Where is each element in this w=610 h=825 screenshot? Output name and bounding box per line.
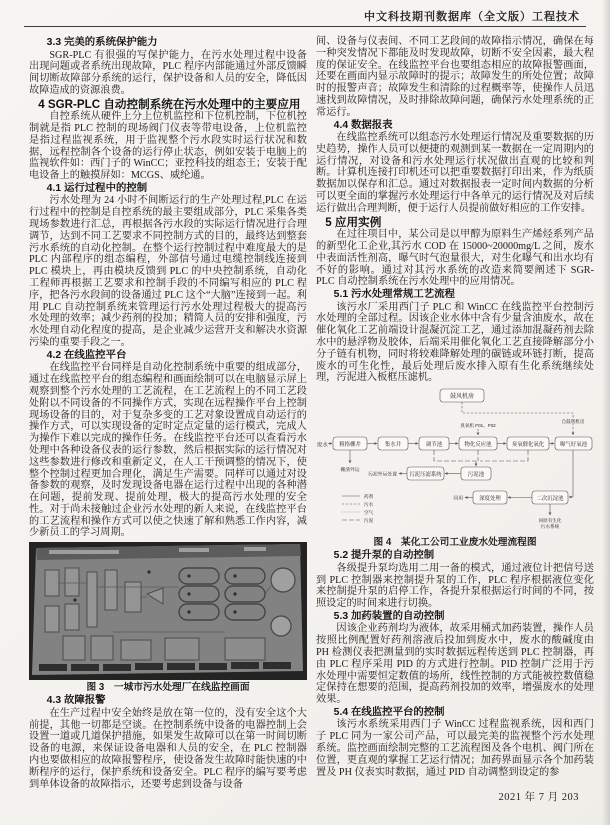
heading-4: 4 SGR-PLC 自动控制系统在污水处理中的主要应用: [38, 97, 301, 111]
from-blower-label: 自鼓风机房: [561, 419, 585, 425]
node-advanced-treatment-label: 深度处理: [479, 496, 501, 503]
figure4-caption: 图 4 某化工公司工业废水处理流程图: [373, 537, 537, 549]
heading-4-4: 4.4 数据报表: [333, 119, 393, 131]
flow-legend: [342, 493, 374, 524]
paragraph-5-3: 因该企业药剂均为液体，故采用桶式加药装置，操作人员按照比例配置好药剂溶液后投加到废水中，废水的酸碱度由 PH 检测仪表把测量到的实时数据远程传送到 PLC 控制器，再由 PLC 程序采用 PID 的方式进行控制。PID 控制广泛用于污水处理中需要恒定数值的场所，线性控制的方式能被控数值稳定保持在想要的范围，提高药剂投加的效率，增强废水的处理效果。: [316, 623, 594, 706]
screenings-out-label: 栅渣外运: [340, 468, 360, 474]
right-column: [316, 36, 594, 778]
heading-3-3: 3.3 完美的系统保护能力: [46, 37, 158, 48]
paragraph-4: 自控系统从硬件上分上位机监控和下位机控制，下位机控制就是指 PLC 控制的现场阀门仪表等带电设备，上位机监控是指过程监视系统，用于监视整个污水段实时运行状况和数据，远程控制各个设备的运行停止状态，例如安装于电脑上的监视软件如：西门子的 WinCC；亚控科技的组态王；安装于配电设备上的触摸屏如：MCGS、威纶通。: [29, 111, 307, 182]
return-label-line2: 污水系统: [540, 524, 560, 530]
node-coarse-screen-label: 粗格栅井: [339, 442, 361, 449]
reuse-label: 回用: [453, 496, 463, 502]
node-sludge-tank-label: 污泥池: [467, 472, 485, 479]
legend-chemicals: 药剂: [364, 494, 374, 500]
scada-screen-photo: [29, 542, 307, 680]
paragraph-4-3-continued: 间、设备与仪表间、不同工艺段间的故障指示情况，确保在每一种突发情况下都能及时发现故障，切断不安全因素，最大程度的保证安全。在线监控平台也要组态相应的故障报警画面，还要在画面内显示故障时的提示；故障发生的所处位置；故障时的报警声音；故障发生和清除的过程概率等，使操作人员迅速找到故障情况，及时排除故障问题，确保污水处理系统的正常运行。: [316, 36, 594, 118]
heading-5-3: 5.3 加药装置的自动控制: [333, 610, 445, 622]
heading-4-1: 4.1 运行过程中的控制: [46, 182, 148, 194]
node-catalytic-oxidation-label: 臭氧催化氧化: [511, 442, 545, 449]
legend-wastewater: 污水: [364, 502, 374, 508]
heading-4-3: 4.3 故障报警: [46, 695, 106, 707]
heading-5-4: 5.4 在线监控平台的控制: [333, 706, 445, 718]
influent-label: 废水: [317, 442, 328, 449]
paragraph-4-3: 在生产过程中安全始终是放在第一位的，没有安全这个大前提，其他一切都是空谈。在控制系统中设备的电器控制上会设置一道或几道保护措施，如果发生故障可以在第一时间切断设备的电源，来保证设备电器和人员的安全，在 PLC 控制器内也要做相应的故障报警程序，使设备发生故障时能快速的中断程序的运行，保护系统和设备安全。PLC 程序的编写要考虑到单体设备的故障指示，还要考虑到设备与设备: [29, 707, 307, 790]
journal-header: 中文科技期刊数据库（全文版）工程技术: [364, 11, 580, 23]
heading-4-2: 4.2 在线监控平台: [46, 349, 127, 361]
ozone-machine-label: 臭氧机 F01、F02: [460, 423, 496, 429]
figure4-flowchart: [316, 387, 594, 535]
paragraph-5: 在过往项目中，某公司是以甲醇为原料生产烯烃系列产品的新型化工企业,其污水 COD 在 15000~20000mg/L 之间，废水中表面活性剂高，曝气时气泡量很大，对生化曝气和出水均有不好的影响。通过对其污水系统的改造来简要阐述下 SGR-PLC 自动控制系统在污水处理中的应用情况。: [316, 229, 594, 288]
node-sump-well-label: 集水井: [384, 442, 402, 449]
node-blower-room-label: 鼓风机房: [449, 394, 475, 401]
wastewater-flow-diagram: [316, 387, 594, 535]
node-secondary-clarifier-label: 二次沉淀池: [536, 496, 564, 503]
figure3-caption: 图 3 一城市污水处理厂在线监控画面: [86, 682, 250, 694]
legend-sludge: 污泥: [364, 518, 374, 524]
heading-5-2: 5.2 提升泵的自动控制: [333, 550, 435, 562]
page-footer: 2021 年 7 月 203: [498, 792, 579, 803]
paragraph-3-3: SGR-PLC 有很强的写保护能力，在污水处理过程中设备出现问题或者系统出现故障，PLC 程序内部能通过外部反馈瞬间切断故障部分系统的运行，保护设备和人员的安全，降低因故障造成的资源浪费。: [29, 49, 307, 96]
figure3-photo: [29, 542, 307, 680]
paragraph-5-1: 该污水厂采用西门子 PLC 和 WinCC 在线监控平台控制污水处理的全部过程。因该企业水体中含有少量含油废水，故在催化氧化工艺前端设计混凝沉淀工艺，通过添加混凝药剂去除水中的悬浮物及胶体，后端采用催化氧化工艺直接降解部分小分子链有机物，同时将较难降解处理的碳链或环链打断，提高废水的可生化性，最后处理后废水排入原有生化系统继续处理，污泥进入板框压滤机。: [316, 301, 594, 384]
return-label-line1: 回原有生化: [538, 518, 562, 524]
header-rule: [24, 26, 586, 27]
legend-air: 空气: [364, 510, 374, 516]
sludge-disposal-label: 污泥外运处置: [368, 472, 397, 478]
paragraph-4-2: 在线监控平台同样是自动化控制系统中重要的组成部分，通过在线监控平台的组态编程和画面绘制可以在电脑显示屏上观察到整个污水处理的工艺流程，在工艺流程上的不同工艺段处附以不同设备的不同操作方式，实现在远程操作平台上控制现场设备的目的，对于复杂多变的工艺对象设置成自动运行的操作方式，可以实现设备的定时定点定量的运行模式，完成人为操作下难以完成的操作任务。在线监控平台还可以查看污水处理中各种设备仪表的运行参数，然后根据实际的运行情况对这些参数进行修改和重新定义，在人工干预调整的情况下，使整个控制过程更加合理化，满足生产需要。同样可以通过对设备参数的观察，及时发现设备电器在运行过程中出现的各种潜在问题，提前发现、提前处理，极大的提高污水处理的安全性。对于尚未接触过企业污水处理的新人来说，在线监控平台的工艺流程和操作方式可以使之快速了解和熟悉工作内容，减少新员工的学习周期。: [29, 362, 307, 539]
paragraph-4-1: 污水处理为 24 小时不间断运行的生产处理过程,PLC 在运行过程中的控制是自控系统的最主要组成部分，PLC 采集各类现场参数进行汇总，再根据各污水段的实际运行情况进行合理调节，达到不同工艺要求不同控制方式的目的，最终达到整套污水系统的自动化控制。在整个运行控制过程中难度最大的是 PLC 内部程序的组态编程，外部信号通过电缆控制线连接到 PLC 模块上，再由模块反馈到 PLC 的中央控制系统，自动化工程师再根据工艺要求和控制手段的不同编写相应的 PLC 程序，把各污水段间的设备通过 PLC 这个“大脑”连接到一起。利用 PLC 自动控制系统来管理运行污水处理过程极大的提高污水处理的效率；减少药剂的投加；精简人员的安排和强度，污水处理自动化程度的提高，是企业减少运营开支和解决水资源污染的重要手段之一。: [29, 195, 307, 349]
node-physchem-reaction-tank-label: 物化反应池: [464, 442, 492, 449]
paragraph-5-4: 该污水系统采用西门子 WinCC 过程监视系统，因和西门子 PLC 同为一家公司产品，可以最完美的监视整个污水处理系统。监控画面绘制完整的工艺流程图及各个电机、阀门所在位置，更直观的掌握工艺运行情况；加药界面显示各个加药装置及 PH 仪表实时数据，通过 PID 自动调整到设定的参: [316, 719, 594, 778]
heading-5-1: 5.1 污水处理常规工艺流程: [333, 289, 455, 301]
left-column: [29, 36, 307, 790]
paragraph-4-4: 在线监控系统可以组态污水处理运行情况及重要数据的历史趋势，操作人员可以便捷的观测到某一数据在一定周期内的运行情况，对设备和污水处理运行状况做出直观的比较和判断。计算机连接打印机还可以把重要数据打印出来，作为纸质数据加以保存和汇总。通过对数据报表一定时间内数据的分析可以更全面的掌握污水处理运行中各单元的运行情况及对后续运行做出合理判断，便于运行人员提前做好相应的工作安排。: [316, 132, 594, 214]
node-sludge-press-label: 污泥压滤系统: [409, 472, 442, 479]
heading-5: 5 应用实例: [325, 215, 382, 229]
node-equalization-tank-label: 调节池: [425, 442, 443, 449]
paragraph-5-2: 各级提升泵均选用二用一备的模式，通过液位计把信号送到 PLC 控制器来控制提升泵的工作，PLC 程序根据液位变化来控制提升泵的启停工作，各提升泵根据运行时间的不同，按照设定的时间来进行切换。: [316, 562, 594, 610]
node-aeration-tank-label: 曝气好氧池: [560, 442, 587, 449]
